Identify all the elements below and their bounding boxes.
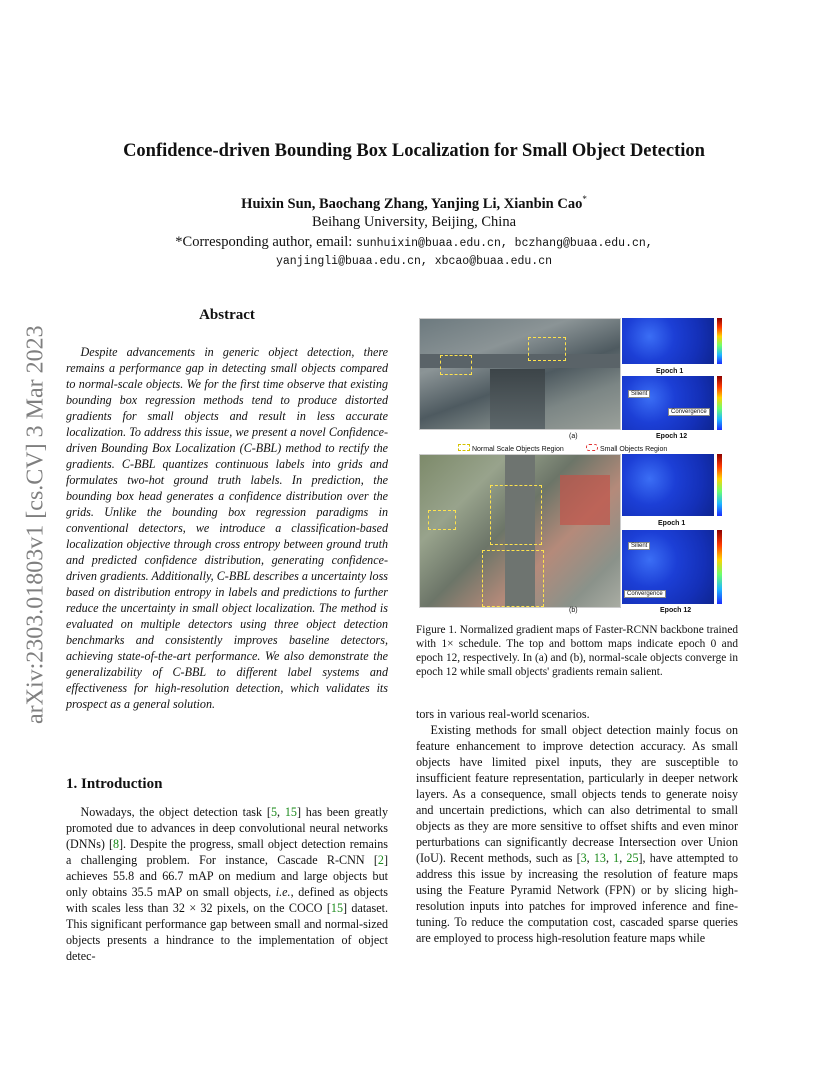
- colorbar-icon: [717, 454, 722, 516]
- epoch1-label-b: Epoch 1: [658, 520, 686, 527]
- abstract-text: Despite advancements in generic object detection, there remains a performance gap in detecting small objects compared to normal-scale objects. We for the first time observe that existing bounding box regression methods tend to produce distorted gradients for small objects and result in less accurate localization. To address this issue, we present a novel Confidence-driven Bounding Box Localization (C-BBL) method to rectify the gradients. C-BBL quantizes continuous labels into grids and formulates two-hot ground truth labels. In prediction, the bounding box head generates a confidence distribution over the grids. Unlike the bounding box regression paradigms in conventional detectors, we introduce a classification-based localization objective through cross entropy between ground truth and predicted confidence distribution, generating confidence-driven gradients. Additionally, C-BBL describes a uncertainty loss based on distribution entropy in labels and predictions to further reduce the uncertainty in small object localization. The method is evaluated on multiple detectors using three object detection benchmarks and consistently improves baseline detectors, achieving state-of-the-art performance. We also demonstrate the generalizability of C-BBL to different label systems and effectiveness for high-resolution detection, which validates its prospect as a general solution.: [66, 345, 388, 711]
- epoch1-label-a: Epoch 1: [656, 368, 684, 375]
- introduction-text: Nowadays, the object detection task [5, 15] has been greatly promoted due to advances in deep convolutional neural networks (DNNs) [8]. Despite the progress, small object detection remains a challenging problem. For instance, Cascade R-CNN [2] achieves 55.8 and 66.7 mAP on medium and large objects but only obtains 35.5 mAP on small objects, i.e., defined as objects with scales less than 32 × 32 pixels, on the COCO [15] dataset. This significant performance gap between small and normal-sized objects presents a hindrance to the implementation of object detec-: [66, 805, 389, 963]
- email-list-1[interactable]: sunhuixin@buaa.edu.cn, bczhang@buaa.edu.cn,: [355, 237, 653, 250]
- email-list-2[interactable]: yanjingli@buaa.edu.cn, xbcao@buaa.edu.cn: [275, 255, 553, 268]
- author-list: Huixin Sun, Baochang Zhang, Yanjing Li, Xianbin Cao*: [241, 194, 587, 212]
- right-column-text: tors in various real-world scenarios. Existing methods for small object detection mainly focus on feature enhancement to improve detection accuracy. As small objects have limited pixel inputs, they are susceptible to insufficient feature representation, particularly in deeper network layers. As a consequence, small objects tends to generate noisy and uncertain predictions, which can also detrimental to small objects as they are more sensitive to offset shifts and even minor perturbations can significantly decrease Intersection over Union (IoU). Recent methods, such as [3, 13, 1, 25], have attempted to address this issue by increasing the resolution of feature maps using the Feature Pyramid Network (FPN) or by slicing high-resolution inputs into patches for improved inference and fine-tuning. To reduce the computation cost, cascaded sparse queries are employed to process high-resolution feature maps while: [416, 707, 739, 945]
- convergence-tag-b: Convergence: [624, 590, 666, 598]
- figure-1: [416, 316, 740, 616]
- gradient-map-a-epoch1: [622, 318, 714, 364]
- aerial-photo-bottom: [419, 454, 621, 608]
- introduction-heading: 1. Introduction: [66, 776, 163, 792]
- legend-normal-scale: Normal Scale Objects Region: [458, 444, 564, 453]
- citation-link[interactable]: 15: [330, 901, 343, 915]
- aerial-photo-top: [419, 318, 621, 430]
- subfigure-b-label: (b): [569, 607, 578, 614]
- arxiv-identifier: arXiv:2303.01803v1 [cs.CV] 3 Mar 2023: [22, 325, 49, 725]
- convergence-tag-a: Convergence: [668, 408, 710, 416]
- citation-link[interactable]: 8: [112, 837, 120, 851]
- affiliation: Beihang University, Beijing, China: [311, 214, 517, 230]
- colorbar-icon: [717, 376, 722, 430]
- epoch12-label-b: Epoch 12: [660, 607, 692, 614]
- figure-caption: Figure 1. Normalized gradient maps of Faster-RCNN backbone trained with 1× schedule. The top and bottom maps indicate epoch 0 and epoch 12, respectively. In (a) and (b), normal-scale objects converge in epoch 12 while small objects' gradients remain salient.: [416, 624, 738, 678]
- silient-tag-b: Silient: [628, 542, 650, 550]
- colorbar-icon: [717, 318, 722, 364]
- citation-link[interactable]: 13: [593, 851, 606, 865]
- citation-link[interactable]: 3: [580, 851, 587, 865]
- citation-link[interactable]: 1: [613, 851, 620, 865]
- silient-tag-a: Silient: [628, 390, 650, 398]
- epoch12-label-a: Epoch 12: [656, 433, 688, 440]
- colorbar-icon: [717, 530, 722, 604]
- gradient-map-a-epoch12: [622, 376, 714, 430]
- legend-small-objects: Small Objects Region: [586, 444, 667, 453]
- abstract-heading: Abstract: [199, 307, 255, 323]
- corresponding-author: *Corresponding author, email: sunhuixin@buaa.edu.cn, bczhang@buaa.edu.cn,: [175, 234, 653, 250]
- citation-link[interactable]: 2: [377, 853, 384, 867]
- citation-link[interactable]: 15: [284, 805, 297, 819]
- citation-link[interactable]: 5: [270, 805, 277, 819]
- paper-title: Confidence-driven Bounding Box Localization for Small Object Detection: [123, 141, 705, 161]
- gradient-map-b-epoch1: [622, 454, 714, 516]
- subfigure-a-label: (a): [569, 433, 578, 440]
- citation-link[interactable]: 25: [626, 851, 639, 865]
